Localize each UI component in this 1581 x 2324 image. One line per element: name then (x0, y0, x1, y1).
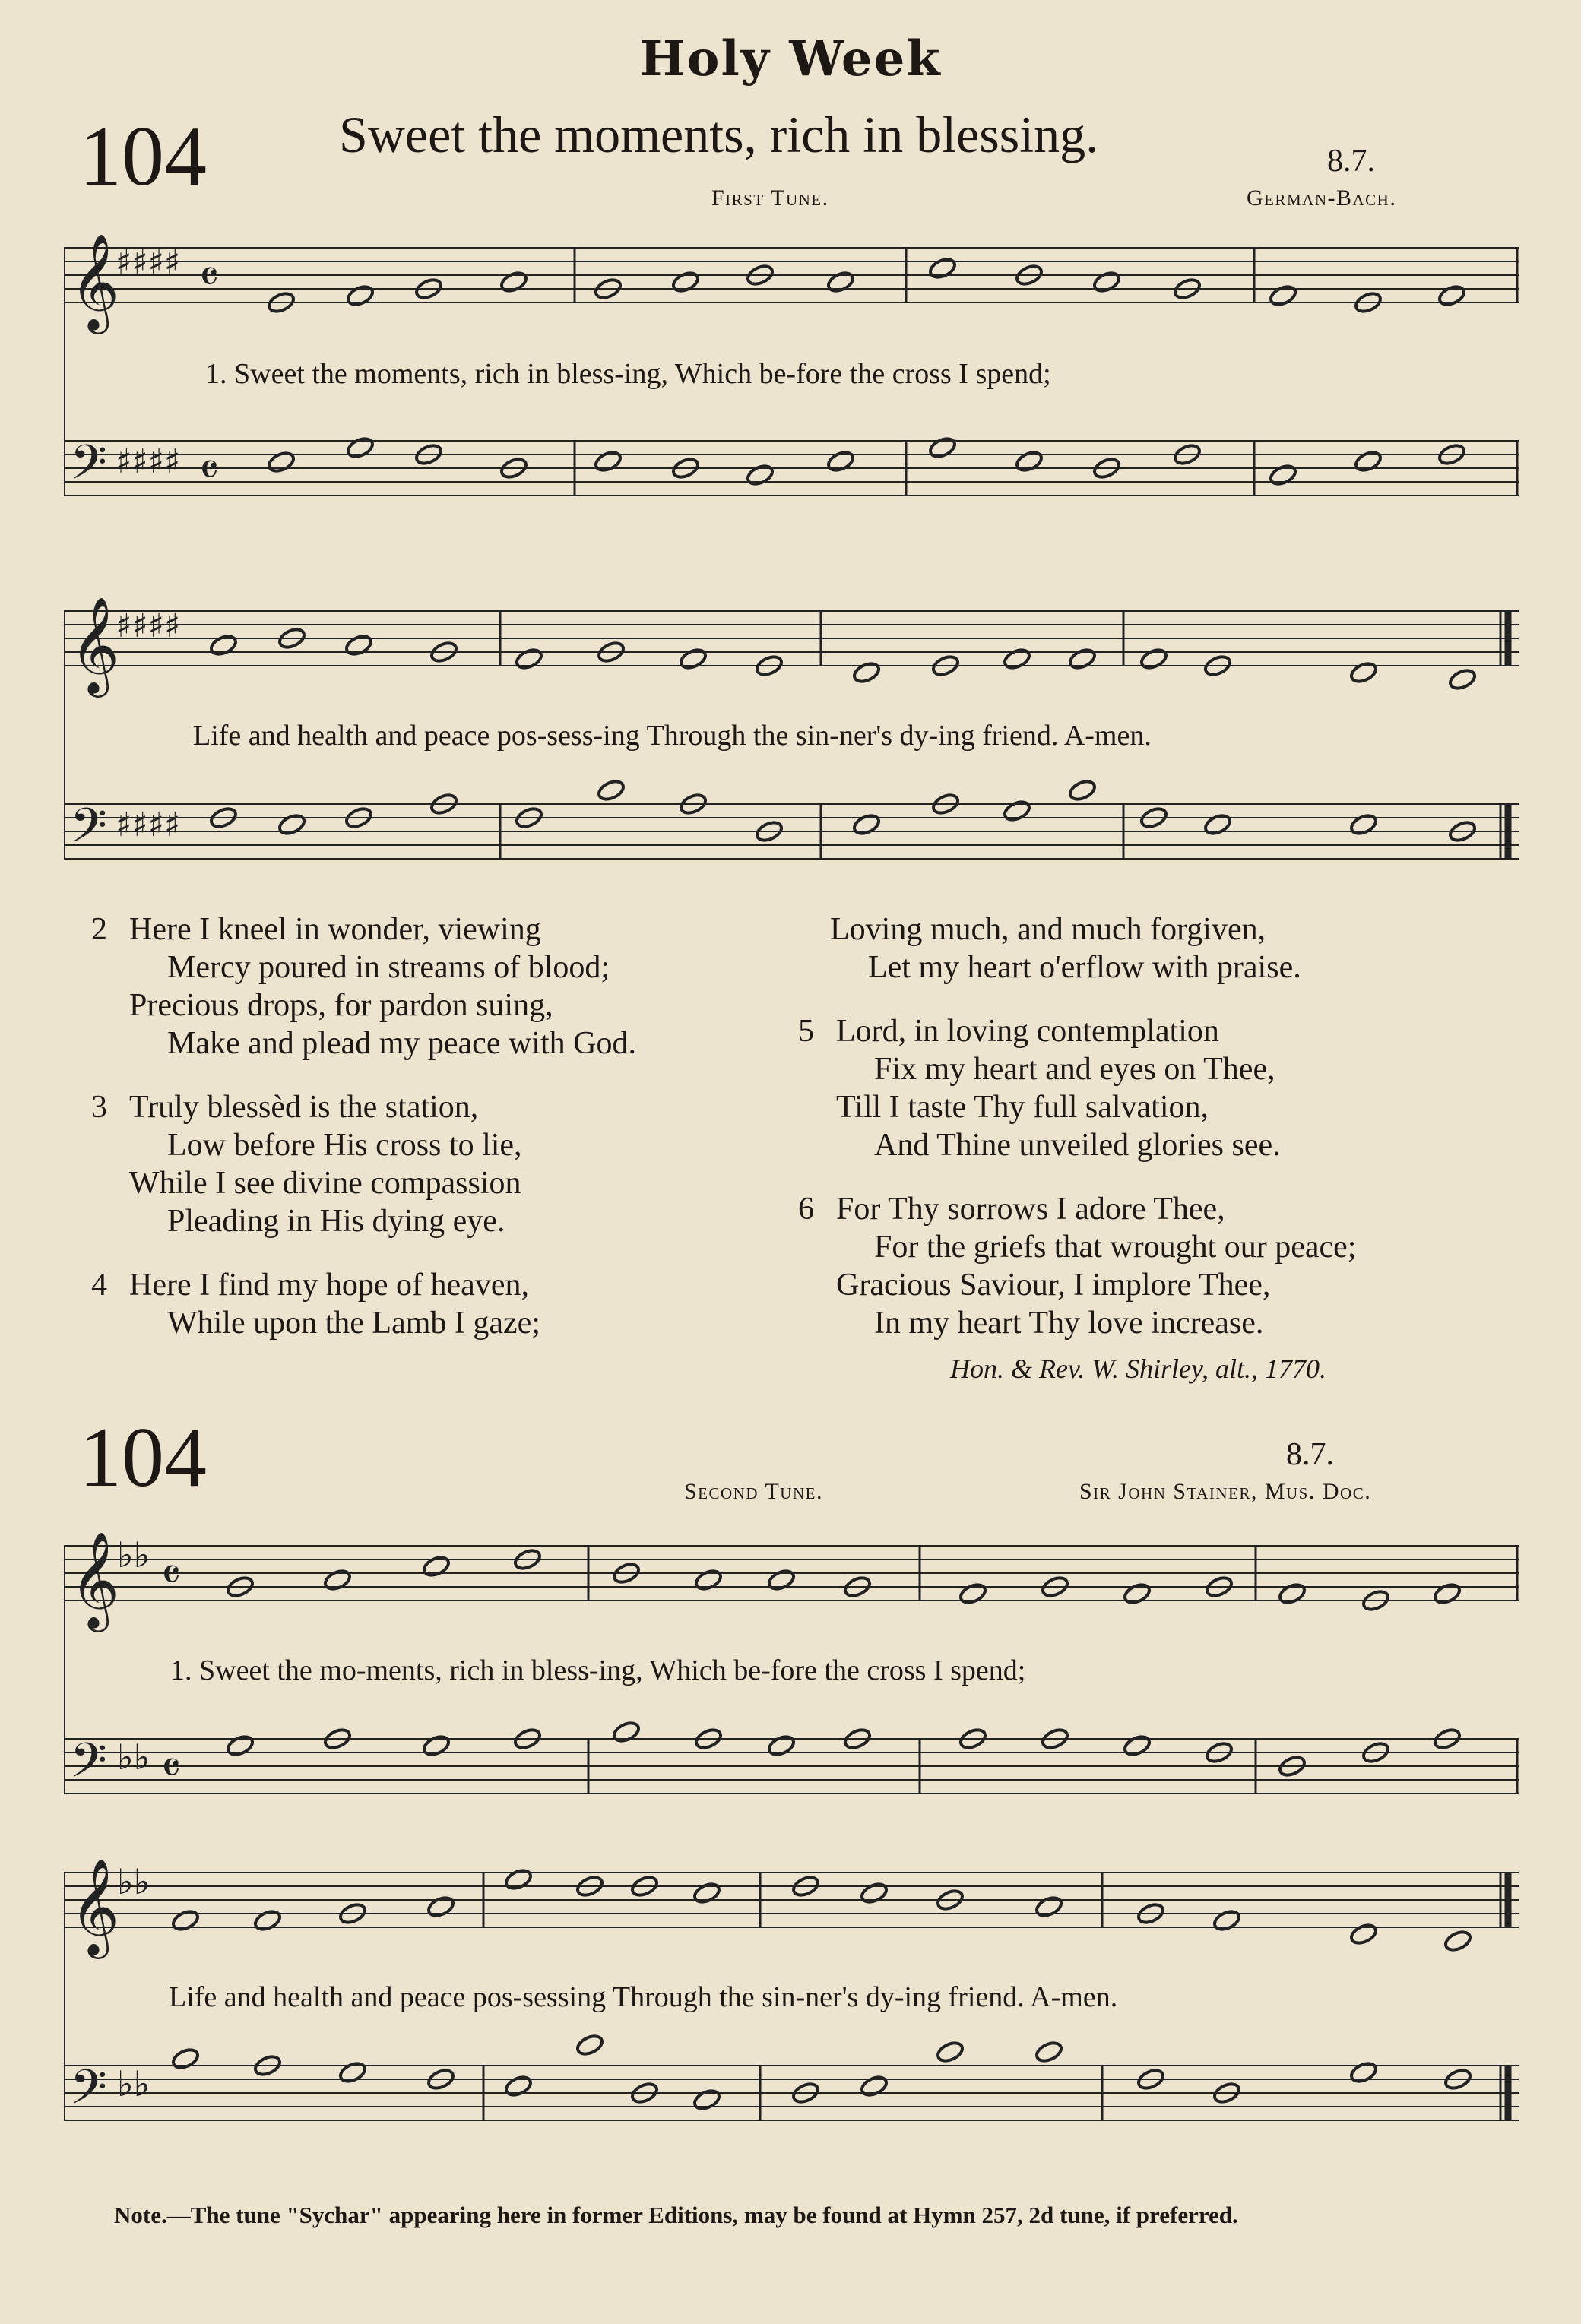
verse-line: Gracious Saviour, I implore Thee, (836, 1268, 1271, 1303)
tune-label: First Tune. (711, 185, 829, 211)
lyrics-line: Life and health and peace pos-sessing Through the sin-ner's dy-ing friend. A-men. (169, 1981, 1118, 2013)
music-system-2 (64, 584, 1523, 888)
svg-text:𝄴: 𝄴 (161, 1549, 181, 1601)
verse-line: In my heart Thy love increase. (874, 1306, 1264, 1341)
verse-number: 3 (91, 1090, 107, 1125)
verse-line: Here I find my hope of heaven, (129, 1268, 529, 1303)
verse-number: 6 (798, 1192, 814, 1227)
svg-text:♭♭: ♭♭ (117, 1534, 150, 1575)
verse-line: Fix my heart and eyes on Thee, (874, 1052, 1275, 1087)
verse-line: Precious drops, for pardon suing, (129, 988, 553, 1023)
svg-text:𝄢: 𝄢 (70, 797, 107, 865)
verse-line: Loving much, and much forgiven, (830, 912, 1266, 947)
verse-4-continued (830, 910, 1514, 986)
footnote: Note.—The tune "Sychar" appearing here in former Editions, may be found at Hymn 257, 2d tune, if preferred. (114, 2202, 1238, 2228)
hymn-title: Sweet the moments, rich in blessing. (339, 106, 1099, 163)
attribution: Hon. & Rev. W. Shirley, alt., 1770. (950, 1354, 1326, 1384)
composer: Sir John Stainer, Mus. Doc. (1079, 1479, 1372, 1504)
verse-4 (91, 1266, 783, 1342)
svg-text:𝄢: 𝄢 (70, 2059, 107, 2126)
verse-line: Till I taste Thy full salvation, (836, 1090, 1209, 1125)
composer: German-Bach. (1247, 185, 1397, 211)
verse-line: While upon the Lamb I gaze; (167, 1306, 540, 1341)
verse-line: For the griefs that wrought our peace; (874, 1230, 1357, 1265)
verse-2 (91, 910, 783, 1062)
verse-number: 5 (798, 1014, 814, 1049)
verse-line: Let my heart o'erflow with praise. (868, 950, 1301, 985)
svg-text:𝄴: 𝄴 (199, 444, 219, 496)
svg-text:𝄞: 𝄞 (70, 1857, 120, 1955)
svg-text:𝄢: 𝄢 (70, 1732, 107, 1800)
svg-text:♯♯♯♯: ♯♯♯♯ (116, 806, 181, 844)
svg-text:𝄴: 𝄴 (161, 1742, 181, 1794)
verse-number: 4 (91, 1268, 107, 1303)
lyrics-line: 1. Sweet the mo-ments, rich in bless-ing, Which be-fore the cross I spend; (170, 1654, 1026, 1686)
hymn-number: 104 (79, 1411, 207, 1505)
page-header: Holy Week (639, 30, 942, 87)
verse-line: Low before His cross to lie, (167, 1128, 522, 1163)
svg-text:♯♯♯♯: ♯♯♯♯ (116, 442, 181, 481)
verse-line: Pleading in His dying eye. (167, 1204, 505, 1239)
svg-text:♭♭: ♭♭ (117, 1861, 150, 1902)
svg-text:♯♯♯♯: ♯♯♯♯ (116, 606, 181, 645)
verse-line: Truly blessèd is the station, (129, 1090, 479, 1125)
verse-number: 2 (91, 912, 107, 947)
verse-line: While I see divine compassion (129, 1166, 521, 1201)
verse-3 (91, 1088, 783, 1240)
music-system-4 (64, 1845, 1523, 2149)
svg-text:♭♭: ♭♭ (117, 2063, 150, 2104)
verse-line: Lord, in loving contemplation (836, 1014, 1219, 1049)
verse-line: Here I kneel in wonder, viewing (129, 912, 541, 947)
hymn-number: 104 (79, 109, 207, 204)
lyrics-line: 1. Sweet the moments, rich in bless-ing, Which be-fore the cross I spend; (205, 358, 1051, 390)
verse-line: Make and plead my peace with God. (167, 1026, 636, 1061)
svg-text:𝄢: 𝄢 (70, 434, 107, 502)
verse-line: Mercy poured in streams of blood; (167, 950, 610, 985)
svg-text:♯♯♯♯: ♯♯♯♯ (116, 243, 181, 282)
tune-label: Second Tune. (684, 1479, 823, 1504)
svg-text:♭♭: ♭♭ (117, 1737, 150, 1778)
svg-text:𝄞: 𝄞 (70, 1531, 120, 1628)
verse-line: And Thine unveiled glories see. (874, 1128, 1281, 1163)
svg-text:𝄴: 𝄴 (199, 251, 219, 302)
lyrics-line: Life and health and peace pos-sess-ing Through the sin-ner's dy-ing friend. A-men. (193, 720, 1152, 752)
svg-text:𝄞: 𝄞 (70, 596, 120, 693)
music-system-3 (64, 1518, 1523, 1822)
verse-line: For Thy sorrows I adore Thee, (836, 1192, 1225, 1227)
meter: 8.7. (1327, 144, 1375, 179)
meter: 8.7. (1286, 1437, 1334, 1472)
verse-6 (798, 1190, 1505, 1342)
verse-5 (798, 1012, 1505, 1164)
music-system-1 (64, 220, 1523, 524)
svg-text:𝄞: 𝄞 (70, 233, 120, 330)
